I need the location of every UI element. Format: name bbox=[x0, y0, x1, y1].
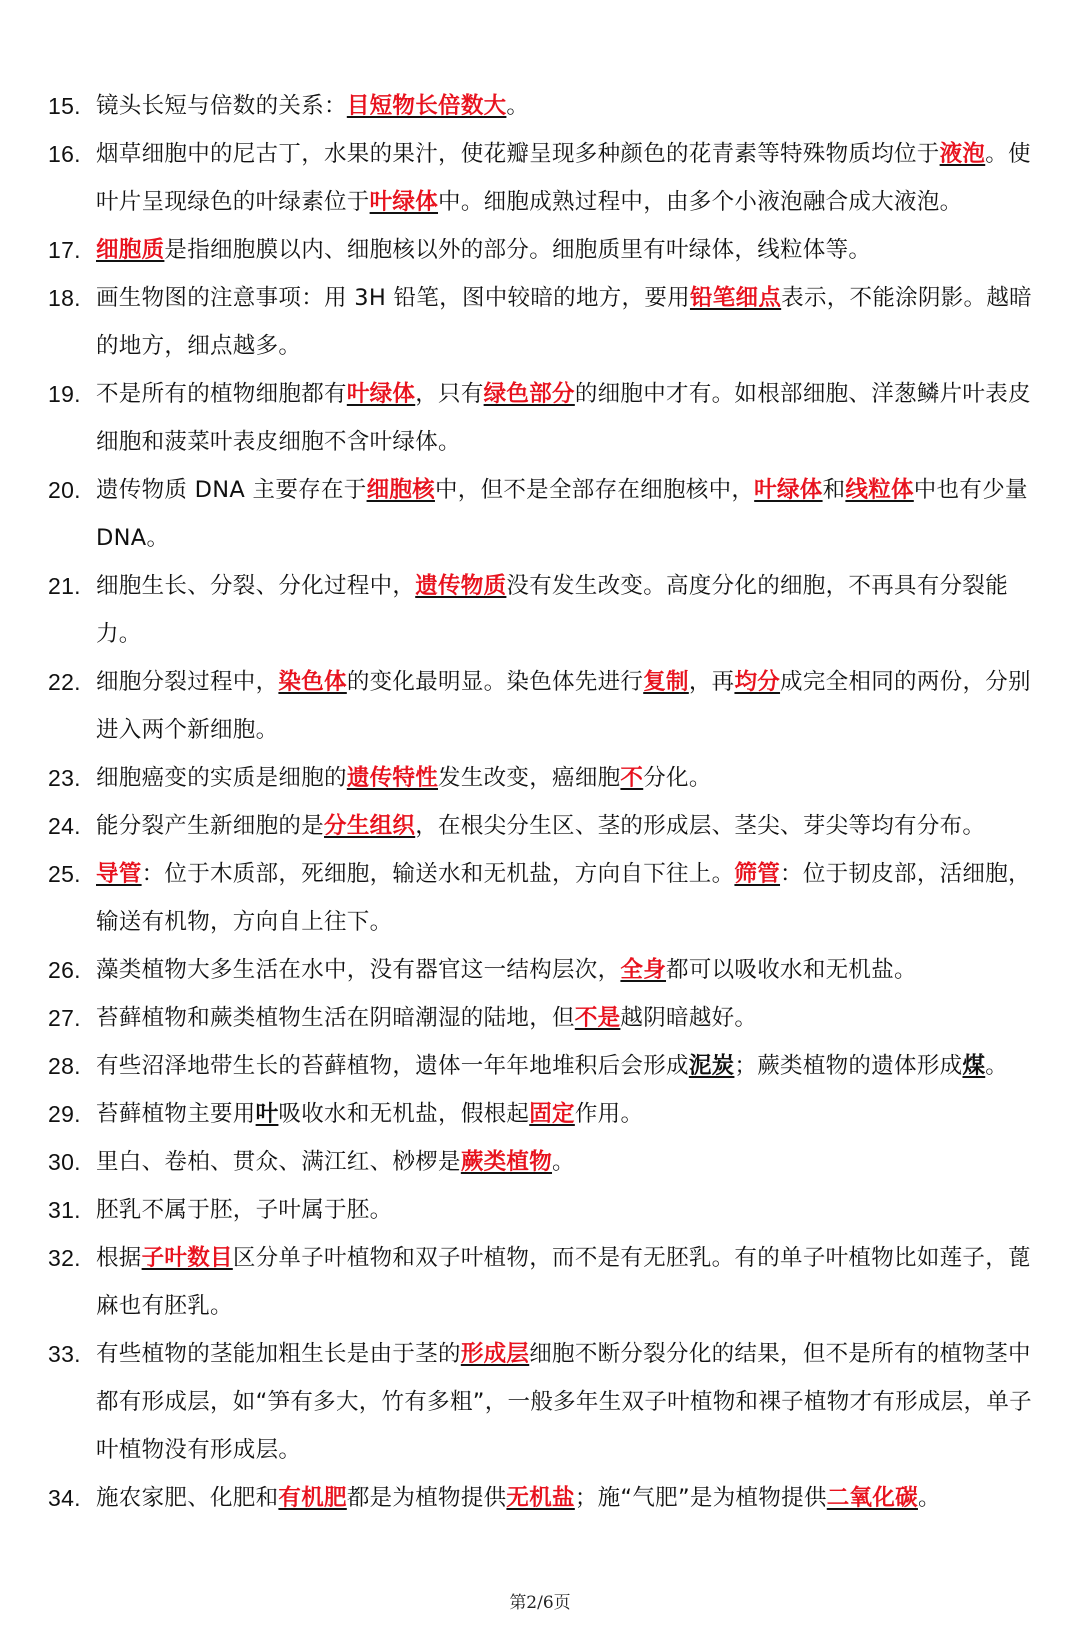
key-term-highlight: 绿色部分 bbox=[483, 381, 575, 407]
item-text bbox=[96, 1005, 757, 1031]
key-term-bold: 泥炭 bbox=[688, 1053, 735, 1079]
key-term-bold: 煤 bbox=[962, 1053, 986, 1079]
text-segment: 苔藓植物主要用 bbox=[96, 1101, 256, 1127]
item-text bbox=[96, 141, 1031, 215]
list-item bbox=[0, 754, 1080, 802]
item-number: 22. bbox=[48, 669, 81, 695]
list-item bbox=[0, 658, 1080, 754]
key-term-bold: 叶 bbox=[255, 1101, 279, 1127]
item-text bbox=[96, 957, 917, 983]
item-text bbox=[96, 1485, 941, 1511]
text-segment: ；蕨类植物的遗体形成 bbox=[734, 1053, 963, 1079]
text-segment: 中也有少量 DNA。 bbox=[96, 477, 1028, 551]
list-item bbox=[0, 82, 1080, 130]
text-segment: 中。细胞成熟过程中，由多个小液泡融合成大液泡。 bbox=[438, 189, 963, 215]
text-segment: 。使叶片呈现绿色的叶绿素位于 bbox=[96, 141, 1031, 215]
text-segment: ，再 bbox=[688, 669, 735, 695]
item-number: 25. bbox=[48, 861, 81, 887]
text-segment: 的细胞中才有。如根部细胞、洋葱鳞片叶表皮细胞和菠菜叶表皮细胞不含叶绿体。 bbox=[96, 381, 1031, 455]
text-segment: 是指细胞膜以内、细胞核以外的部分。细胞质里有叶绿体，线粒体等。 bbox=[164, 237, 872, 263]
key-term-highlight: 叶绿体 bbox=[346, 381, 416, 407]
text-segment: 都是为植物提供 bbox=[346, 1485, 507, 1511]
text-segment: 分化。 bbox=[643, 765, 712, 791]
list-item bbox=[0, 1138, 1080, 1186]
key-term-highlight: 复制 bbox=[643, 669, 689, 695]
text-segment: 藻类植物大多生活在水中，没有器官这一结构层次， bbox=[96, 957, 621, 983]
item-number: 24. bbox=[48, 813, 81, 839]
text-segment: ；施“气肥”是为植物提供 bbox=[574, 1485, 827, 1511]
item-number: 31. bbox=[48, 1197, 81, 1223]
item-number: 23. bbox=[48, 765, 81, 791]
item-text bbox=[96, 477, 1028, 551]
item-text bbox=[96, 93, 529, 119]
item-text bbox=[96, 1245, 1031, 1319]
key-term-highlight: 细胞核 bbox=[366, 477, 435, 503]
key-term-highlight: 遗传物质 bbox=[415, 573, 507, 599]
key-term-highlight: 分生组织 bbox=[324, 813, 416, 839]
text-segment: 作用。 bbox=[574, 1101, 644, 1127]
list-item bbox=[0, 370, 1080, 466]
list-item bbox=[0, 274, 1080, 370]
text-segment: 里白、卷柏、贯众、满江红、桫椤是 bbox=[96, 1149, 461, 1175]
list-item bbox=[0, 562, 1080, 658]
list-item bbox=[0, 130, 1080, 226]
list-item bbox=[0, 226, 1080, 274]
item-number: 29. bbox=[48, 1101, 81, 1127]
key-term-highlight: 细胞质 bbox=[96, 237, 165, 263]
text-segment: 吸收水和无机盐，假根起 bbox=[278, 1101, 530, 1127]
key-term-highlight: 不是 bbox=[574, 1005, 621, 1031]
list-item bbox=[0, 1186, 1080, 1234]
text-segment: 的变化最明显。染色体先进行 bbox=[346, 669, 644, 695]
text-segment: 和 bbox=[822, 477, 846, 503]
item-text bbox=[96, 1101, 643, 1127]
key-term-highlight: 目短物长倍数大 bbox=[346, 93, 507, 119]
text-segment: 施农家肥、化肥和 bbox=[96, 1485, 279, 1511]
text-segment: 都可以吸收水和无机盐。 bbox=[666, 957, 917, 983]
key-term-highlight: 不 bbox=[620, 765, 644, 791]
item-text bbox=[96, 1341, 1032, 1463]
key-term-highlight: 全身 bbox=[620, 957, 667, 983]
key-term-highlight: 子叶数目 bbox=[141, 1245, 233, 1271]
key-term-highlight: 叶绿体 bbox=[754, 477, 823, 503]
list-item bbox=[0, 1042, 1080, 1090]
item-text bbox=[96, 861, 1031, 935]
text-segment: 没有发生改变。高度分化的细胞，不再具有分裂能力。 bbox=[96, 573, 1009, 647]
list-item bbox=[0, 1474, 1080, 1522]
text-segment: 能分裂产生新细胞的是 bbox=[96, 813, 325, 839]
item-number: 34. bbox=[48, 1485, 81, 1511]
key-term-highlight: 叶绿体 bbox=[369, 189, 439, 215]
list-item bbox=[0, 946, 1080, 994]
text-segment: 不是所有的植物细胞都有 bbox=[96, 381, 347, 407]
item-number: 16. bbox=[48, 141, 81, 167]
text-segment: 。 bbox=[985, 1053, 1009, 1079]
text-segment: 苔藓植物和蕨类植物生活在阴暗潮湿的陆地，但 bbox=[96, 1005, 575, 1031]
text-segment: 细胞分裂过程中， bbox=[96, 669, 279, 695]
item-text bbox=[96, 1149, 575, 1175]
key-term-highlight: 有机肥 bbox=[278, 1485, 347, 1511]
item-text bbox=[96, 765, 712, 791]
item-number: 20. bbox=[48, 477, 81, 503]
item-text bbox=[96, 381, 1031, 455]
item-text bbox=[96, 669, 1031, 743]
list-item bbox=[0, 466, 1080, 562]
item-number: 28. bbox=[48, 1053, 81, 1079]
text-segment: 。 bbox=[917, 1485, 941, 1511]
text-segment: 区分单子叶植物和双子叶植物，而不是有无胚乳。有的单子叶植物比如莲子，蓖麻也有胚乳。 bbox=[96, 1245, 1031, 1319]
text-segment: ：位于韧皮部，活细胞，输送有机物，方向自上往下。 bbox=[96, 861, 1031, 935]
text-segment: 成完全相同的两份，分别进入两个新细胞。 bbox=[96, 669, 1031, 743]
item-number: 27. bbox=[48, 1005, 81, 1031]
list-item bbox=[0, 850, 1080, 946]
text-segment: ：位于木质部，死细胞，输送水和无机盐，方向自下往上。 bbox=[141, 861, 735, 887]
key-term-highlight: 蕨类植物 bbox=[460, 1149, 553, 1175]
key-term-highlight: 液泡 bbox=[939, 141, 986, 167]
item-text bbox=[96, 1053, 1008, 1079]
item-text bbox=[96, 813, 985, 839]
text-segment: 根据 bbox=[96, 1245, 142, 1271]
knowledge-point-list bbox=[0, 82, 1080, 1522]
key-term-highlight: 固定 bbox=[529, 1101, 575, 1127]
list-item bbox=[0, 1090, 1080, 1138]
item-number: 15. bbox=[48, 93, 81, 119]
item-number: 19. bbox=[48, 381, 81, 407]
text-segment: 烟草细胞中的尼古丁，水果的果汁，使花瓣呈现多种颜色的花青素等特殊物质均位于 bbox=[96, 141, 940, 167]
key-term-highlight: 遗传特性 bbox=[346, 765, 439, 791]
text-segment: ，只有 bbox=[415, 381, 484, 407]
text-segment: 。 bbox=[552, 1149, 575, 1175]
text-segment: 中，但不是全部存在细胞核中， bbox=[434, 477, 755, 503]
text-segment: 有些植物的茎能加粗生长是由于茎的 bbox=[96, 1341, 461, 1367]
text-segment: 镜头长短与倍数的关系： bbox=[96, 93, 347, 119]
item-text bbox=[96, 285, 1032, 359]
item-text bbox=[96, 237, 871, 263]
key-term-highlight: 形成层 bbox=[460, 1341, 530, 1367]
text-segment: 遗传物质 DNA 主要存在于 bbox=[96, 477, 367, 503]
text-segment: 越阴暗越好。 bbox=[620, 1005, 758, 1031]
key-term-highlight: 无机盐 bbox=[506, 1485, 575, 1511]
key-term-highlight: 筛管 bbox=[734, 861, 781, 887]
list-item bbox=[0, 994, 1080, 1042]
text-segment: 发生改变，癌细胞 bbox=[438, 765, 621, 791]
key-term-highlight: 线粒体 bbox=[845, 477, 914, 503]
text-segment: 细胞不断分裂分化的结果，但不是所有的植物茎中都有形成层，如“笋有多大，竹有多粗”，一般多年生双子叶植物和裸子植物才有形成层，单子叶植物没有形成层。 bbox=[96, 1341, 1032, 1463]
page-number: 第2/6页 bbox=[509, 1593, 571, 1613]
key-term-highlight: 染色体 bbox=[278, 669, 347, 695]
key-term-highlight: 二氧化碳 bbox=[826, 1485, 918, 1511]
item-text bbox=[96, 573, 1008, 647]
item-text bbox=[96, 1197, 392, 1223]
item-number: 26. bbox=[48, 957, 81, 983]
item-number: 17. bbox=[48, 237, 81, 263]
text-segment: 。 bbox=[506, 93, 530, 119]
key-term-highlight: 铅笔细点 bbox=[689, 285, 782, 311]
item-number: 30. bbox=[48, 1149, 81, 1175]
text-segment: 细胞生长、分裂、分化过程中， bbox=[96, 573, 416, 599]
text-segment: ，在根尖分生区、茎的形成层、茎尖、芽尖等均有分布。 bbox=[415, 813, 986, 839]
item-number: 18. bbox=[48, 285, 81, 311]
text-segment: 胚乳不属于胚，子叶属于胚。 bbox=[96, 1197, 393, 1223]
key-term-highlight: 均分 bbox=[734, 669, 781, 695]
list-item bbox=[0, 1234, 1080, 1330]
item-number: 21. bbox=[48, 573, 81, 599]
text-segment: 表示，不能涂阴影。越暗的地方，细点越多。 bbox=[96, 285, 1032, 359]
list-item bbox=[0, 802, 1080, 850]
item-number: 32. bbox=[48, 1245, 81, 1271]
item-number: 33. bbox=[48, 1341, 81, 1367]
text-segment: 画生物图的注意事项：用 3H 铅笔，图中较暗的地方，要用 bbox=[96, 285, 690, 311]
text-segment: 有些沼泽地带生长的苔藓植物，遗体一年年地堆积后会形成 bbox=[96, 1053, 689, 1079]
key-term-highlight: 导管 bbox=[96, 861, 142, 887]
text-segment: 细胞癌变的实质是细胞的 bbox=[96, 765, 347, 791]
list-item bbox=[0, 1330, 1080, 1474]
